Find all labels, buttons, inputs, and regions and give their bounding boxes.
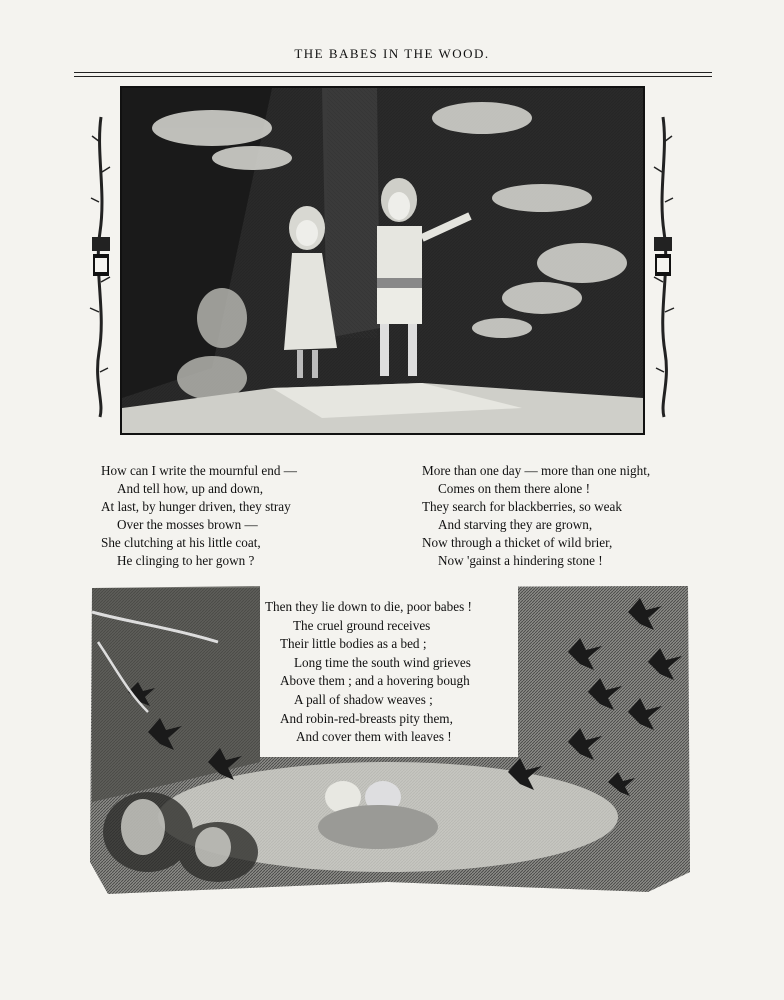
poem-line: A pall of shadow weaves ; bbox=[294, 691, 433, 707]
forest-children-illustration bbox=[120, 86, 645, 435]
poem-line: Above them ; and a hovering bough bbox=[280, 673, 470, 689]
header-rule bbox=[74, 72, 712, 77]
poem-line: He clinging to her gown ? bbox=[117, 553, 255, 568]
poem-line: And robin-red-breasts pity them, bbox=[280, 710, 453, 726]
poem-line: Now 'gainst a hindering stone ! bbox=[438, 553, 603, 568]
poem-stanza-left bbox=[101, 462, 297, 570]
poem-line: Now through a thicket of wild brier, bbox=[422, 535, 613, 550]
poem-line: Over the mosses brown — bbox=[117, 517, 258, 532]
poem-line: And tell how, up and down, bbox=[117, 481, 264, 496]
poem-line: Then they lie down to die, poor babes ! bbox=[265, 599, 472, 614]
poem-line: They search for blackberries, so weak bbox=[422, 499, 622, 514]
poem-line: More than one day — more than one night, bbox=[422, 463, 651, 478]
vine-ornament-left bbox=[86, 112, 116, 422]
page-title: THE BABES IN THE WOOD. bbox=[294, 46, 490, 61]
poem-line: Their little bodies as a bed ; bbox=[280, 636, 427, 652]
poem-line: And cover them with leaves ! bbox=[296, 729, 452, 745]
poem-line: The cruel ground receives bbox=[293, 617, 431, 633]
poem-line: Comes on them there alone ! bbox=[438, 481, 590, 496]
poem-line: At last, by hunger driven, they stray bbox=[101, 499, 291, 514]
poem-line: She clutching at his little coat, bbox=[101, 535, 261, 550]
poem-stanza-boxed bbox=[260, 582, 518, 757]
poem-line: How can I write the mournful end — bbox=[101, 463, 297, 478]
poem-line: Long time the south wind grieves bbox=[294, 654, 471, 670]
poem-line: And starving they are grown, bbox=[438, 517, 593, 532]
poem-stanza-right bbox=[422, 462, 650, 570]
vine-ornament-right bbox=[648, 112, 678, 422]
